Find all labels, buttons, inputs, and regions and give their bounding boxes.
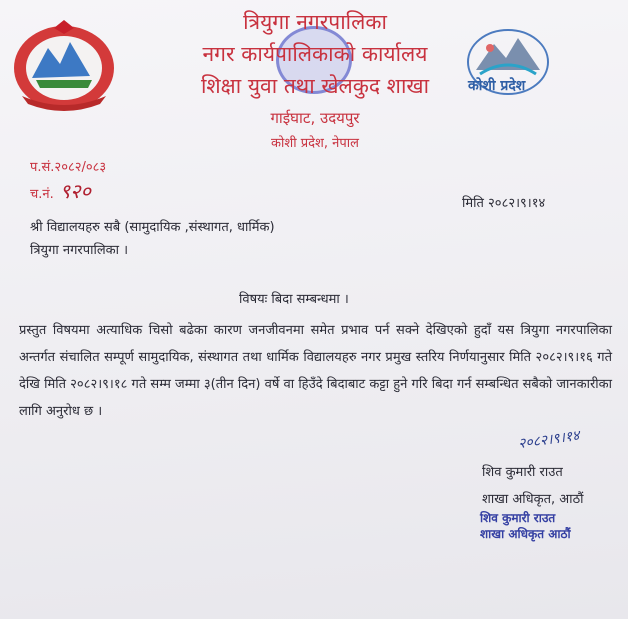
letterhead-municipality: त्रियुगा नगरपालिका (243, 10, 387, 34)
fiscal-year-ref: प.सं.२०८२/०८३ (30, 160, 107, 175)
dispatch-number-value: ९२० (59, 179, 91, 203)
letter-subject: विषयः बिदा सम्बन्धमा । (239, 292, 349, 307)
letter-date: मिति २०८२।९।१४ (462, 196, 546, 211)
recipient-line-1: श्री विद्यालयहरु सबै (सामुदायिक ,संस्थागत, धार्मिक) (30, 220, 275, 235)
letterhead-location: गाईघाट, उदयपुर (270, 109, 360, 127)
dispatch-number (30, 177, 91, 204)
koshi-logo-text: कोशी प्रदेश (468, 78, 526, 94)
letterhead-section: शिक्षा युवा तथा खेलकुद शाखा (200, 74, 430, 98)
dispatch-number-label: च.नं. (30, 187, 54, 202)
seal-name: शिव कुमारी राउत (480, 511, 556, 525)
signatory-name: शिव कुमारी राउत (482, 465, 563, 480)
letterhead-province: कोशी प्रदेश, नेपाल (271, 136, 359, 151)
handwritten-signature: २०८२।९।१४ (517, 427, 581, 453)
recipient-line-2: त्रियुगा नगरपालिका । (30, 243, 129, 258)
nepal-emblem-icon (8, 18, 120, 114)
letter-body: प्रस्तुत विषयमा अत्याधिक चिसो बढेका कारण जनजीवनमा समेत प्रभाव पर्न सक्ने देखिएको हुदाँ यस त्रियुगा नगरपालिका अन्तर्गत संचालित सम्पूर्ण सामुदायिक, संस्थागत तथा धार्मिक विद्यालयहरु नगर प्रमुख स्तरिय निर्णयानुसार मिति २०८२।९।१६ गते देखि मिति २०८२।९।१८ गते सम्म जम्मा ३(तीन दिन) वर्षे वा हिउँदे बिदाबाट कट्टा हुने गरि बिदा गर्न सम्बन्धित सबैको जानकारीका लागि अनुरोध छ । (19, 323, 612, 419)
letterhead-office: नगर कार्यपालिकाको कार्यालय (202, 42, 428, 66)
seal-title: शाखा अधिकृत आठौं (480, 527, 571, 541)
signatory-title: शाखा अधिकृत, आठौं (482, 492, 584, 507)
